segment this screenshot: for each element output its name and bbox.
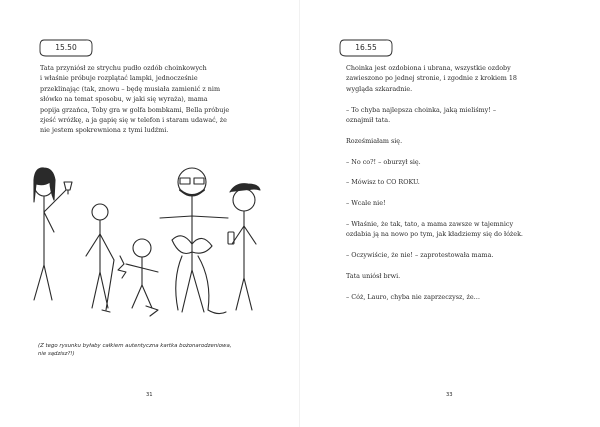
text-line: Tata uniósł brwi. — [346, 272, 401, 280]
text-line: słówko na temat sposobu, w jaki się wyraża), mama — [40, 95, 208, 104]
paragraph — [346, 250, 580, 260]
paragraph — [346, 157, 580, 167]
text-line: oznajmił tata. — [346, 116, 391, 125]
right-page-text — [346, 63, 580, 302]
text-line: – Mówisz to CO ROKU. — [346, 178, 420, 187]
mum-figure — [34, 168, 72, 300]
dad-figure — [160, 168, 228, 314]
paragraph — [346, 292, 580, 302]
narrator-figure — [228, 184, 260, 310]
text-line: Tata przyniósł ze strychu pudło ozdób choinkowych — [40, 64, 207, 72]
time-label: 15.50 — [55, 43, 77, 52]
text-line: przeklinając (tak, znowu – będę musiała zamienić z nim — [40, 84, 221, 93]
text-line: nie jestem spokrewniona z tymi ludźmi. — [40, 126, 169, 135]
paragraph — [346, 136, 580, 146]
paragraph — [346, 219, 580, 240]
time-badge — [338, 38, 394, 58]
paragraph — [40, 63, 270, 136]
bella-figure — [118, 239, 158, 316]
paragraph — [346, 105, 580, 126]
text-line: – Cóż, Lauro, chyba nie zaprzeczysz, że… — [346, 292, 481, 301]
text-line: ozdabia ją na nowo po tym, jak kładziemy się do łóżek. — [346, 230, 523, 239]
text-line: – To chyba najlepsza choinka, jaką mieliśmy! – — [346, 105, 497, 114]
text-line: popija grzańca, Toby gra w golfa bombkami, Bella próbuje — [40, 105, 230, 114]
text-line: – Właśnie, że tak, tato, a mama zawsze w tajemnicy — [346, 220, 514, 228]
text-line: zjeść wróżkę, a ja gapię się w telefon i staram udawać, że — [40, 116, 227, 125]
paragraph — [346, 198, 580, 208]
text-line: zawieszono po jednej stronie, i zgodnie z krokiem 18 — [346, 74, 517, 83]
text-line: Roześmiałam się. — [346, 136, 403, 145]
text-line: nie sądzisz?!) — [38, 351, 75, 357]
text-line: i właśnie próbuje rozplątać lampki, jednocześnie — [40, 74, 198, 83]
paragraph — [346, 177, 580, 187]
text-line: – Oczywiście, że nie! – zaprotestowała mama. — [346, 251, 494, 260]
text-line: wygląda szkaradnie. — [346, 84, 413, 93]
paragraph — [346, 63, 580, 94]
paragraph — [346, 271, 580, 281]
time-label: 16.55 — [355, 43, 377, 52]
page-number: 31 — [146, 392, 153, 398]
caption — [38, 342, 258, 358]
time-badge — [38, 38, 94, 58]
toby-figure — [86, 204, 114, 312]
text-line: – No co?! – oburzył się. — [346, 157, 421, 166]
text-line: Choinka jest ozdobiona i ubrana, wszystkie ozdoby — [346, 64, 511, 72]
text-line: – Wcale nie! — [346, 199, 386, 208]
page-number: 33 — [446, 392, 453, 398]
right-page — [300, 0, 600, 427]
family-sketch-illustration — [22, 160, 272, 332]
text-line: (Z tego rysunku byłaby całkiem autentyczna kartka bożonarodzeniowa, — [38, 343, 232, 349]
